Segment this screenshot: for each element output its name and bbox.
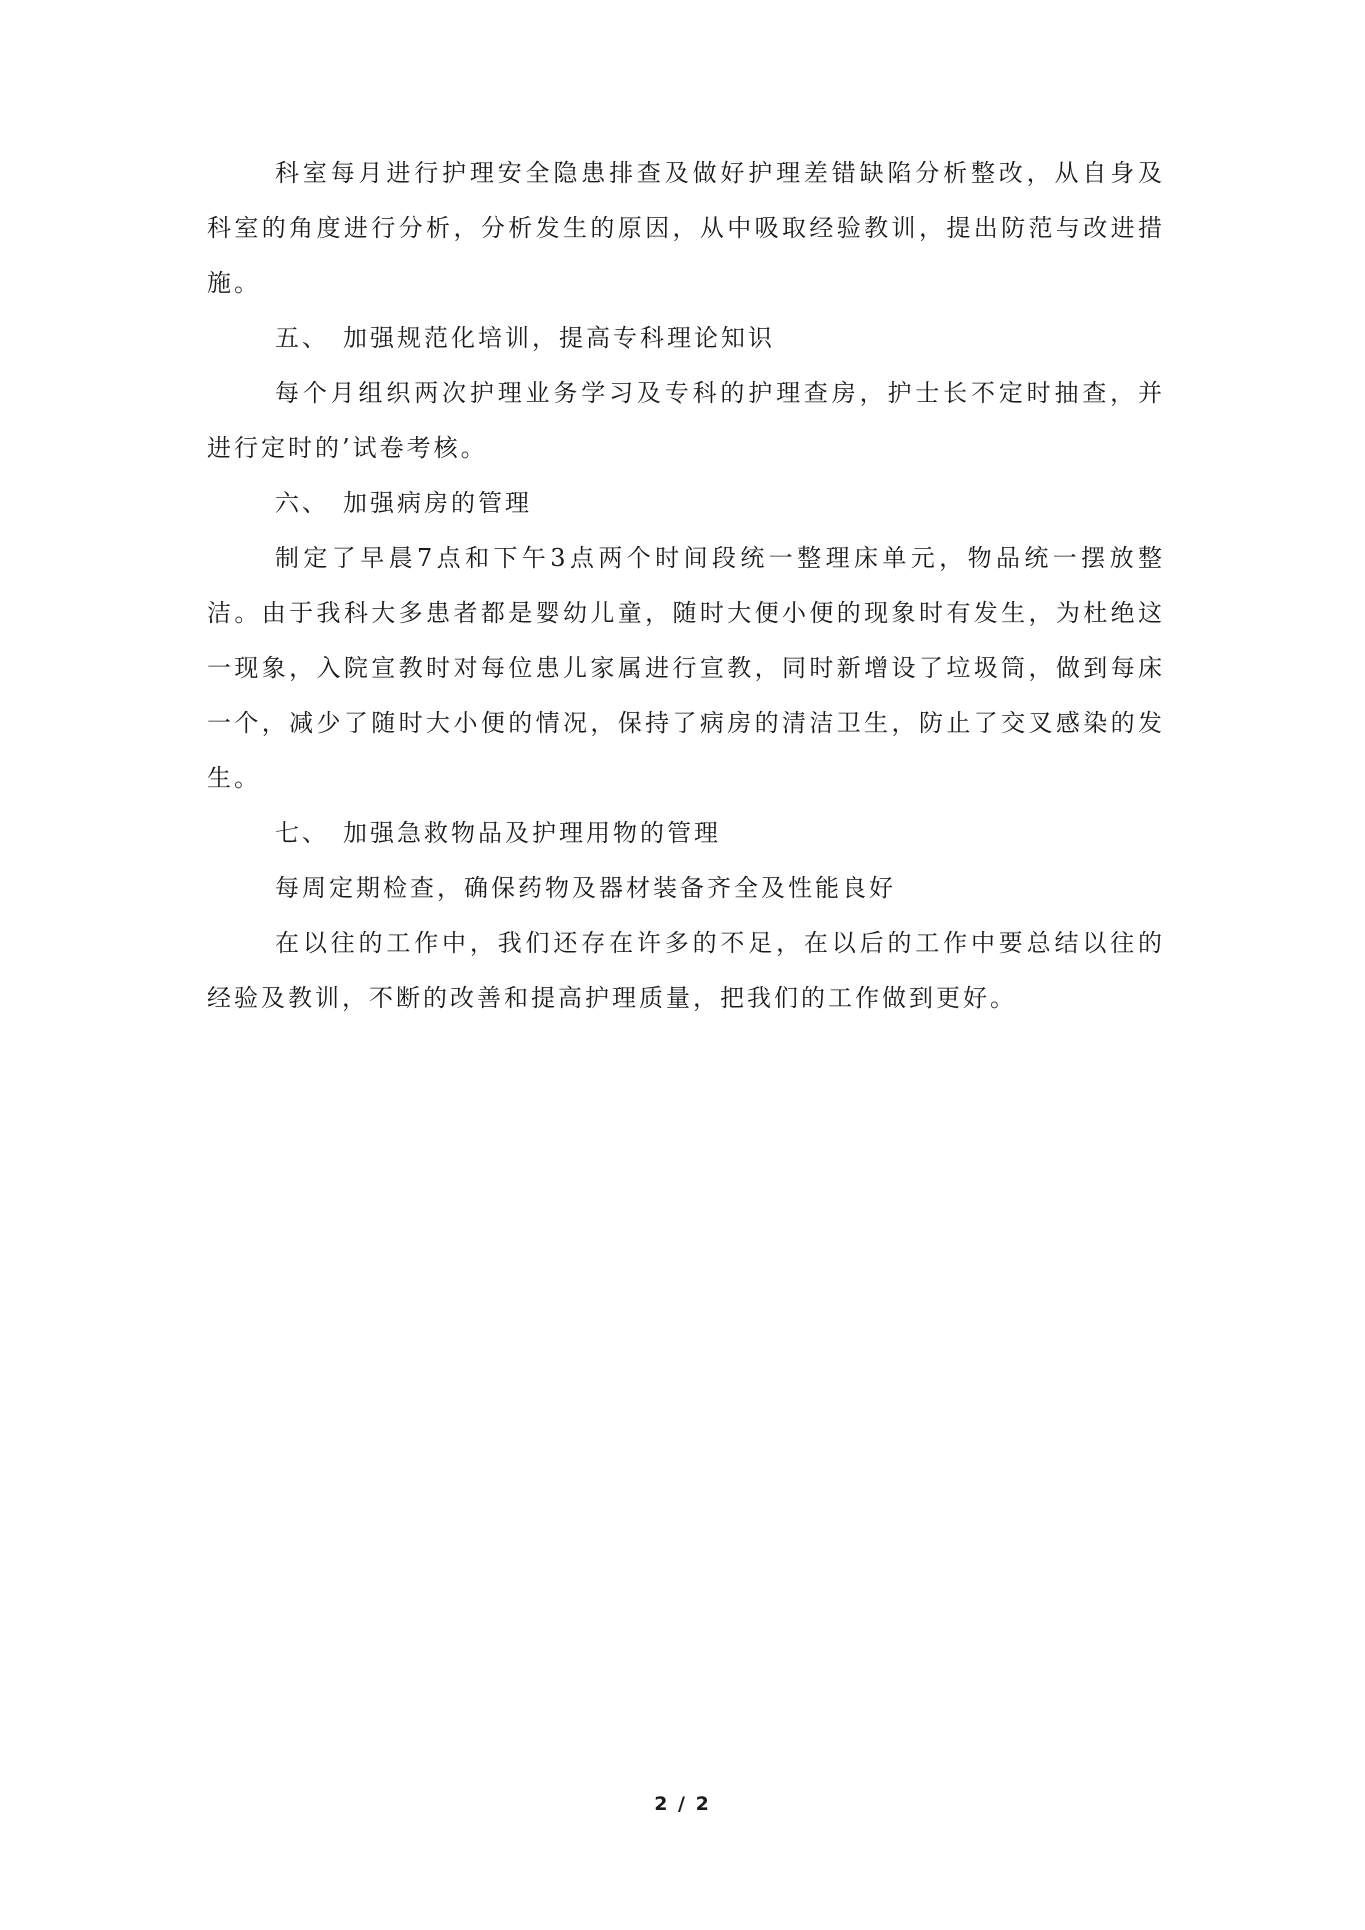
section-heading-7	[207, 806, 1165, 861]
section-number: 六、	[275, 489, 329, 517]
section-number: 五、	[275, 324, 329, 352]
paragraph-ward-management: 制定了早晨7点和下午3点两个时间段统一整理床单元，物品统一摆放整洁。由于我科大多患者都是婴幼儿童，随时大便小便的现象时有发生，为杜绝这一现象，入院宣教时对每位患儿家属进行宣教，同时新增设了垃圾筒，做到每床一个，减少了随时大小便的情况，保持了病房的清洁卫生，防止了交叉感染的发生。	[207, 544, 1165, 792]
document-body	[207, 146, 1165, 1026]
paragraph-training: 每个月组织两次护理业务学习及专科的护理查房，护士长不定时抽查，并进行定时的’试卷考核。	[207, 379, 1165, 462]
section-number: 七、	[275, 819, 329, 847]
paragraph-safety-review: 科室每月进行护理安全隐患排查及做好护理差错缺陷分析整改，从自身及科室的角度进行分析，分析发生的原因，从中吸取经验教训，提出防范与改进措施。	[207, 159, 1165, 297]
paragraph-conclusion: 在以往的工作中，我们还存在许多的不足，在以后的工作中要总结以往的经验及教训，不断的改善和提高护理质量，把我们的工作做到更好。	[207, 929, 1165, 1012]
paragraph-weekly-check: 每周定期检查，确保药物及器材装备齐全及性能良好	[275, 874, 896, 902]
section-title: 加强病房的管理	[343, 489, 532, 517]
section-heading-5	[207, 311, 1165, 366]
section-title: 加强规范化培训，提高专科理论知识	[343, 324, 775, 352]
section-heading-6	[207, 476, 1165, 531]
page-number: 2 / 2	[654, 1793, 711, 1815]
section-title: 加强急救物品及护理用物的管理	[343, 819, 721, 847]
